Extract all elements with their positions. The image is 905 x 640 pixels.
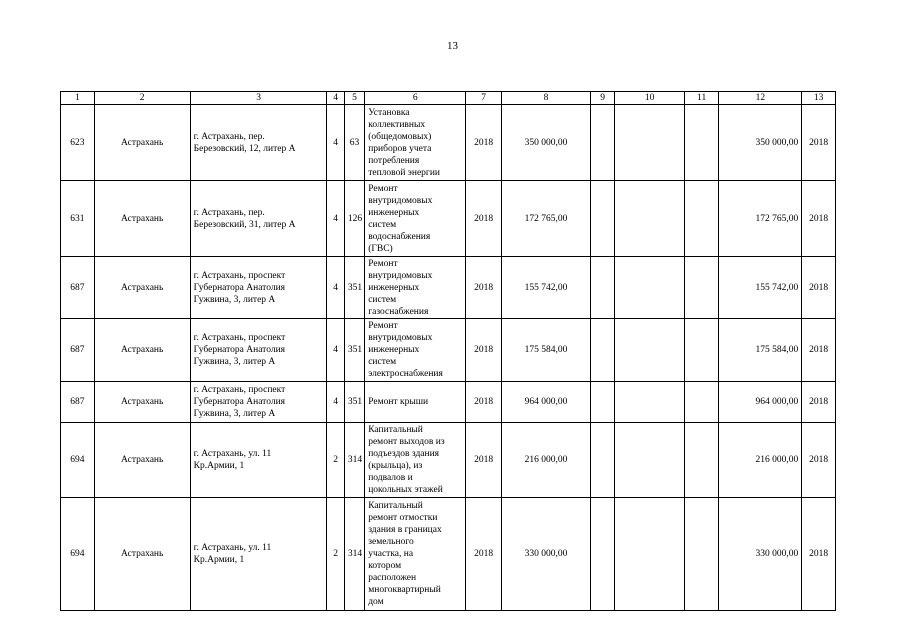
work-type-line: котором xyxy=(368,561,402,571)
col-header: 4 xyxy=(327,92,344,105)
table-row xyxy=(61,105,836,181)
year-cell: 2018 xyxy=(466,105,502,181)
work-type-line: дом xyxy=(368,597,384,607)
address-line: г. Астрахань, ул. 11 xyxy=(193,449,272,459)
address-line: г. Астрахань, проспект xyxy=(193,333,286,343)
address-line: г. Астрахань, ул. 11 xyxy=(193,543,272,553)
empty-cell xyxy=(590,181,615,257)
table-row xyxy=(61,319,836,382)
work-type-line: систем xyxy=(368,294,397,305)
year-cell: 2018 xyxy=(466,423,502,498)
floors-cell: 4 xyxy=(327,257,344,319)
work-type-line: Ремонт крыши xyxy=(368,397,429,407)
work-type-line: расположен xyxy=(368,573,417,583)
work-type-line: многоквартирный xyxy=(368,585,441,595)
total-cost-cell: 155 742,00 xyxy=(719,257,802,319)
address-cell xyxy=(190,181,327,257)
apartments-cell: 126 xyxy=(344,181,364,257)
work-type-line: земельного xyxy=(368,537,414,547)
cost-cell: 350 000,00 xyxy=(502,105,591,181)
apartments-cell: 314 xyxy=(344,423,364,498)
col-header: 5 xyxy=(344,92,364,105)
city-cell: Астрахань xyxy=(94,498,190,611)
apartments-cell: 63 xyxy=(344,105,364,181)
year-cell: 2018 xyxy=(466,498,502,611)
work-type-line: инженерных xyxy=(368,282,420,293)
completion-year-cell: 2018 xyxy=(802,105,836,181)
work-type-line: участка, на xyxy=(368,549,414,559)
empty-cell xyxy=(684,382,719,423)
completion-year-cell: 2018 xyxy=(802,423,836,498)
empty-cell xyxy=(615,319,684,382)
work-type-cell xyxy=(365,105,466,181)
address-cell xyxy=(190,319,327,382)
work-type-line: электроснабжения xyxy=(368,369,443,379)
completion-year-cell: 2018 xyxy=(802,319,836,382)
floors-cell: 4 xyxy=(327,181,344,257)
col-header: 8 xyxy=(502,92,591,105)
apartments-cell: 314 xyxy=(344,498,364,611)
work-type-line: водоснабжения xyxy=(368,231,431,242)
empty-cell xyxy=(615,498,684,611)
empty-cell xyxy=(684,181,719,257)
empty-cell xyxy=(590,423,615,498)
col-header: 11 xyxy=(684,92,719,105)
work-type-line: (крыльца), из xyxy=(368,461,423,471)
work-type-line: газоснабжения xyxy=(368,306,429,317)
col-header: 7 xyxy=(466,92,502,105)
row-number-cell: 687 xyxy=(61,319,95,382)
col-header: 12 xyxy=(719,92,802,105)
work-type-line: Капитальный xyxy=(368,501,423,511)
empty-cell xyxy=(684,105,719,181)
empty-cell xyxy=(590,105,615,181)
city-cell: Астрахань xyxy=(94,181,190,257)
repair-program-table xyxy=(60,91,836,611)
address-line: Гужвина, 3, литер А xyxy=(193,294,276,305)
work-type-cell xyxy=(365,382,466,423)
work-type-line: подвалов и xyxy=(368,473,413,483)
work-type-line: здания в границах xyxy=(368,525,442,535)
work-type-line: подъездов здания xyxy=(368,449,440,459)
work-type-line: (ГВС) xyxy=(368,243,393,254)
apartments-cell: 351 xyxy=(344,319,364,382)
empty-cell xyxy=(684,257,719,319)
cost-cell: 172 765,00 xyxy=(502,181,591,257)
year-cell: 2018 xyxy=(466,319,502,382)
total-cost-cell: 172 765,00 xyxy=(719,181,802,257)
work-type-line: ремонт отмостки xyxy=(368,513,438,523)
empty-cell xyxy=(615,105,684,181)
empty-cell xyxy=(590,382,615,423)
col-header: 3 xyxy=(190,92,327,105)
empty-cell xyxy=(615,257,684,319)
empty-cell xyxy=(684,498,719,611)
city-cell: Астрахань xyxy=(94,319,190,382)
city-cell: Астрахань xyxy=(94,257,190,319)
empty-cell xyxy=(590,498,615,611)
address-cell xyxy=(190,105,327,181)
cost-cell: 216 000,00 xyxy=(502,423,591,498)
address-line: Кр.Армии, 1 xyxy=(193,555,245,565)
col-header: 9 xyxy=(590,92,615,105)
work-type-line: внутридомовых xyxy=(368,195,433,206)
work-type-line: ремонт выходов из xyxy=(368,437,445,447)
apartments-cell: 351 xyxy=(344,382,364,423)
empty-cell xyxy=(590,257,615,319)
column-number-row xyxy=(61,92,836,105)
work-type-cell xyxy=(365,423,466,498)
total-cost-cell: 350 000,00 xyxy=(719,105,802,181)
floors-cell: 4 xyxy=(327,319,344,382)
row-number-cell: 687 xyxy=(61,382,95,423)
floors-cell: 2 xyxy=(327,498,344,611)
floors-cell: 4 xyxy=(327,105,344,181)
address-line: Губернатора Анатолия xyxy=(193,397,286,407)
cost-cell: 175 584,00 xyxy=(502,319,591,382)
address-line: Губернатора Анатолия xyxy=(193,282,286,293)
work-type-cell xyxy=(365,498,466,611)
total-cost-cell: 216 000,00 xyxy=(719,423,802,498)
city-cell: Астрахань xyxy=(94,382,190,423)
col-header: 6 xyxy=(365,92,466,105)
completion-year-cell: 2018 xyxy=(802,181,836,257)
completion-year-cell: 2018 xyxy=(802,382,836,423)
address-line: Березовский, 12, литер А xyxy=(193,143,296,154)
address-line: Гужвина, 3, литер А xyxy=(193,409,276,419)
work-type-line: систем xyxy=(368,357,397,367)
work-type-line: Ремонт xyxy=(368,258,398,269)
empty-cell xyxy=(590,319,615,382)
floors-cell: 2 xyxy=(327,423,344,498)
city-cell: Астрахань xyxy=(94,423,190,498)
empty-cell xyxy=(615,423,684,498)
address-line: Гужвина, 3, литер А xyxy=(193,357,276,367)
row-number-cell: 687 xyxy=(61,257,95,319)
page-number: 13 xyxy=(447,40,458,52)
empty-cell xyxy=(684,319,719,382)
work-type-line: тепловой энергии xyxy=(368,167,440,178)
work-type-cell xyxy=(365,319,466,382)
address-cell xyxy=(190,498,327,611)
year-cell: 2018 xyxy=(466,382,502,423)
city-cell: Астрахань xyxy=(94,105,190,181)
table-row xyxy=(61,382,836,423)
work-type-line: инженерных xyxy=(368,207,420,218)
address-cell xyxy=(190,423,327,498)
row-number-cell: 623 xyxy=(61,105,95,181)
work-type-line: Установка xyxy=(368,107,410,118)
empty-cell xyxy=(684,423,719,498)
work-type-cell xyxy=(365,257,466,319)
row-number-cell: 631 xyxy=(61,181,95,257)
address-line: г. Астрахань, проспект xyxy=(193,270,286,281)
col-header: 13 xyxy=(802,92,836,105)
col-header: 2 xyxy=(94,92,190,105)
work-type-line: Ремонт xyxy=(368,321,398,331)
address-line: Губернатора Анатолия xyxy=(193,345,286,355)
address-line: г. Астрахань, проспект xyxy=(193,385,286,395)
total-cost-cell: 175 584,00 xyxy=(719,319,802,382)
work-type-line: систем xyxy=(368,219,397,230)
address-line: Кр.Армии, 1 xyxy=(193,461,245,471)
empty-cell xyxy=(615,382,684,423)
work-type-line: Ремонт xyxy=(368,183,398,194)
address-cell xyxy=(190,257,327,319)
address-line: г. Астрахань, пер. xyxy=(193,131,265,142)
table-row xyxy=(61,498,836,611)
year-cell: 2018 xyxy=(466,257,502,319)
table-row xyxy=(61,181,836,257)
work-type-line: коллективных xyxy=(368,119,426,130)
address-line: Березовский, 31, литер А xyxy=(193,219,296,230)
work-type-line: внутридомовых xyxy=(368,270,433,281)
work-type-line: цокольных этажей xyxy=(368,485,443,495)
table-row xyxy=(61,257,836,319)
row-number-cell: 694 xyxy=(61,498,95,611)
work-type-line: приборов учета xyxy=(368,143,432,154)
empty-cell xyxy=(615,181,684,257)
col-header: 1 xyxy=(61,92,95,105)
work-type-line: внутридомовых xyxy=(368,333,433,343)
work-type-line: (общедомовых) xyxy=(368,131,432,142)
work-type-line: потребления xyxy=(368,155,420,166)
floors-cell: 4 xyxy=(327,382,344,423)
cost-cell: 964 000,00 xyxy=(502,382,591,423)
cost-cell: 155 742,00 xyxy=(502,257,591,319)
address-cell xyxy=(190,382,327,423)
work-type-line: Капитальный xyxy=(368,425,423,435)
row-number-cell: 694 xyxy=(61,423,95,498)
apartments-cell: 351 xyxy=(344,257,364,319)
col-header: 10 xyxy=(615,92,684,105)
completion-year-cell: 2018 xyxy=(802,257,836,319)
address-line: г. Астрахань, пер. xyxy=(193,207,265,218)
total-cost-cell: 330 000,00 xyxy=(719,498,802,611)
table-row xyxy=(61,423,836,498)
cost-cell: 330 000,00 xyxy=(502,498,591,611)
work-type-line: инженерных xyxy=(368,345,420,355)
total-cost-cell: 964 000,00 xyxy=(719,382,802,423)
year-cell: 2018 xyxy=(466,181,502,257)
work-type-cell xyxy=(365,181,466,257)
completion-year-cell: 2018 xyxy=(802,498,836,611)
